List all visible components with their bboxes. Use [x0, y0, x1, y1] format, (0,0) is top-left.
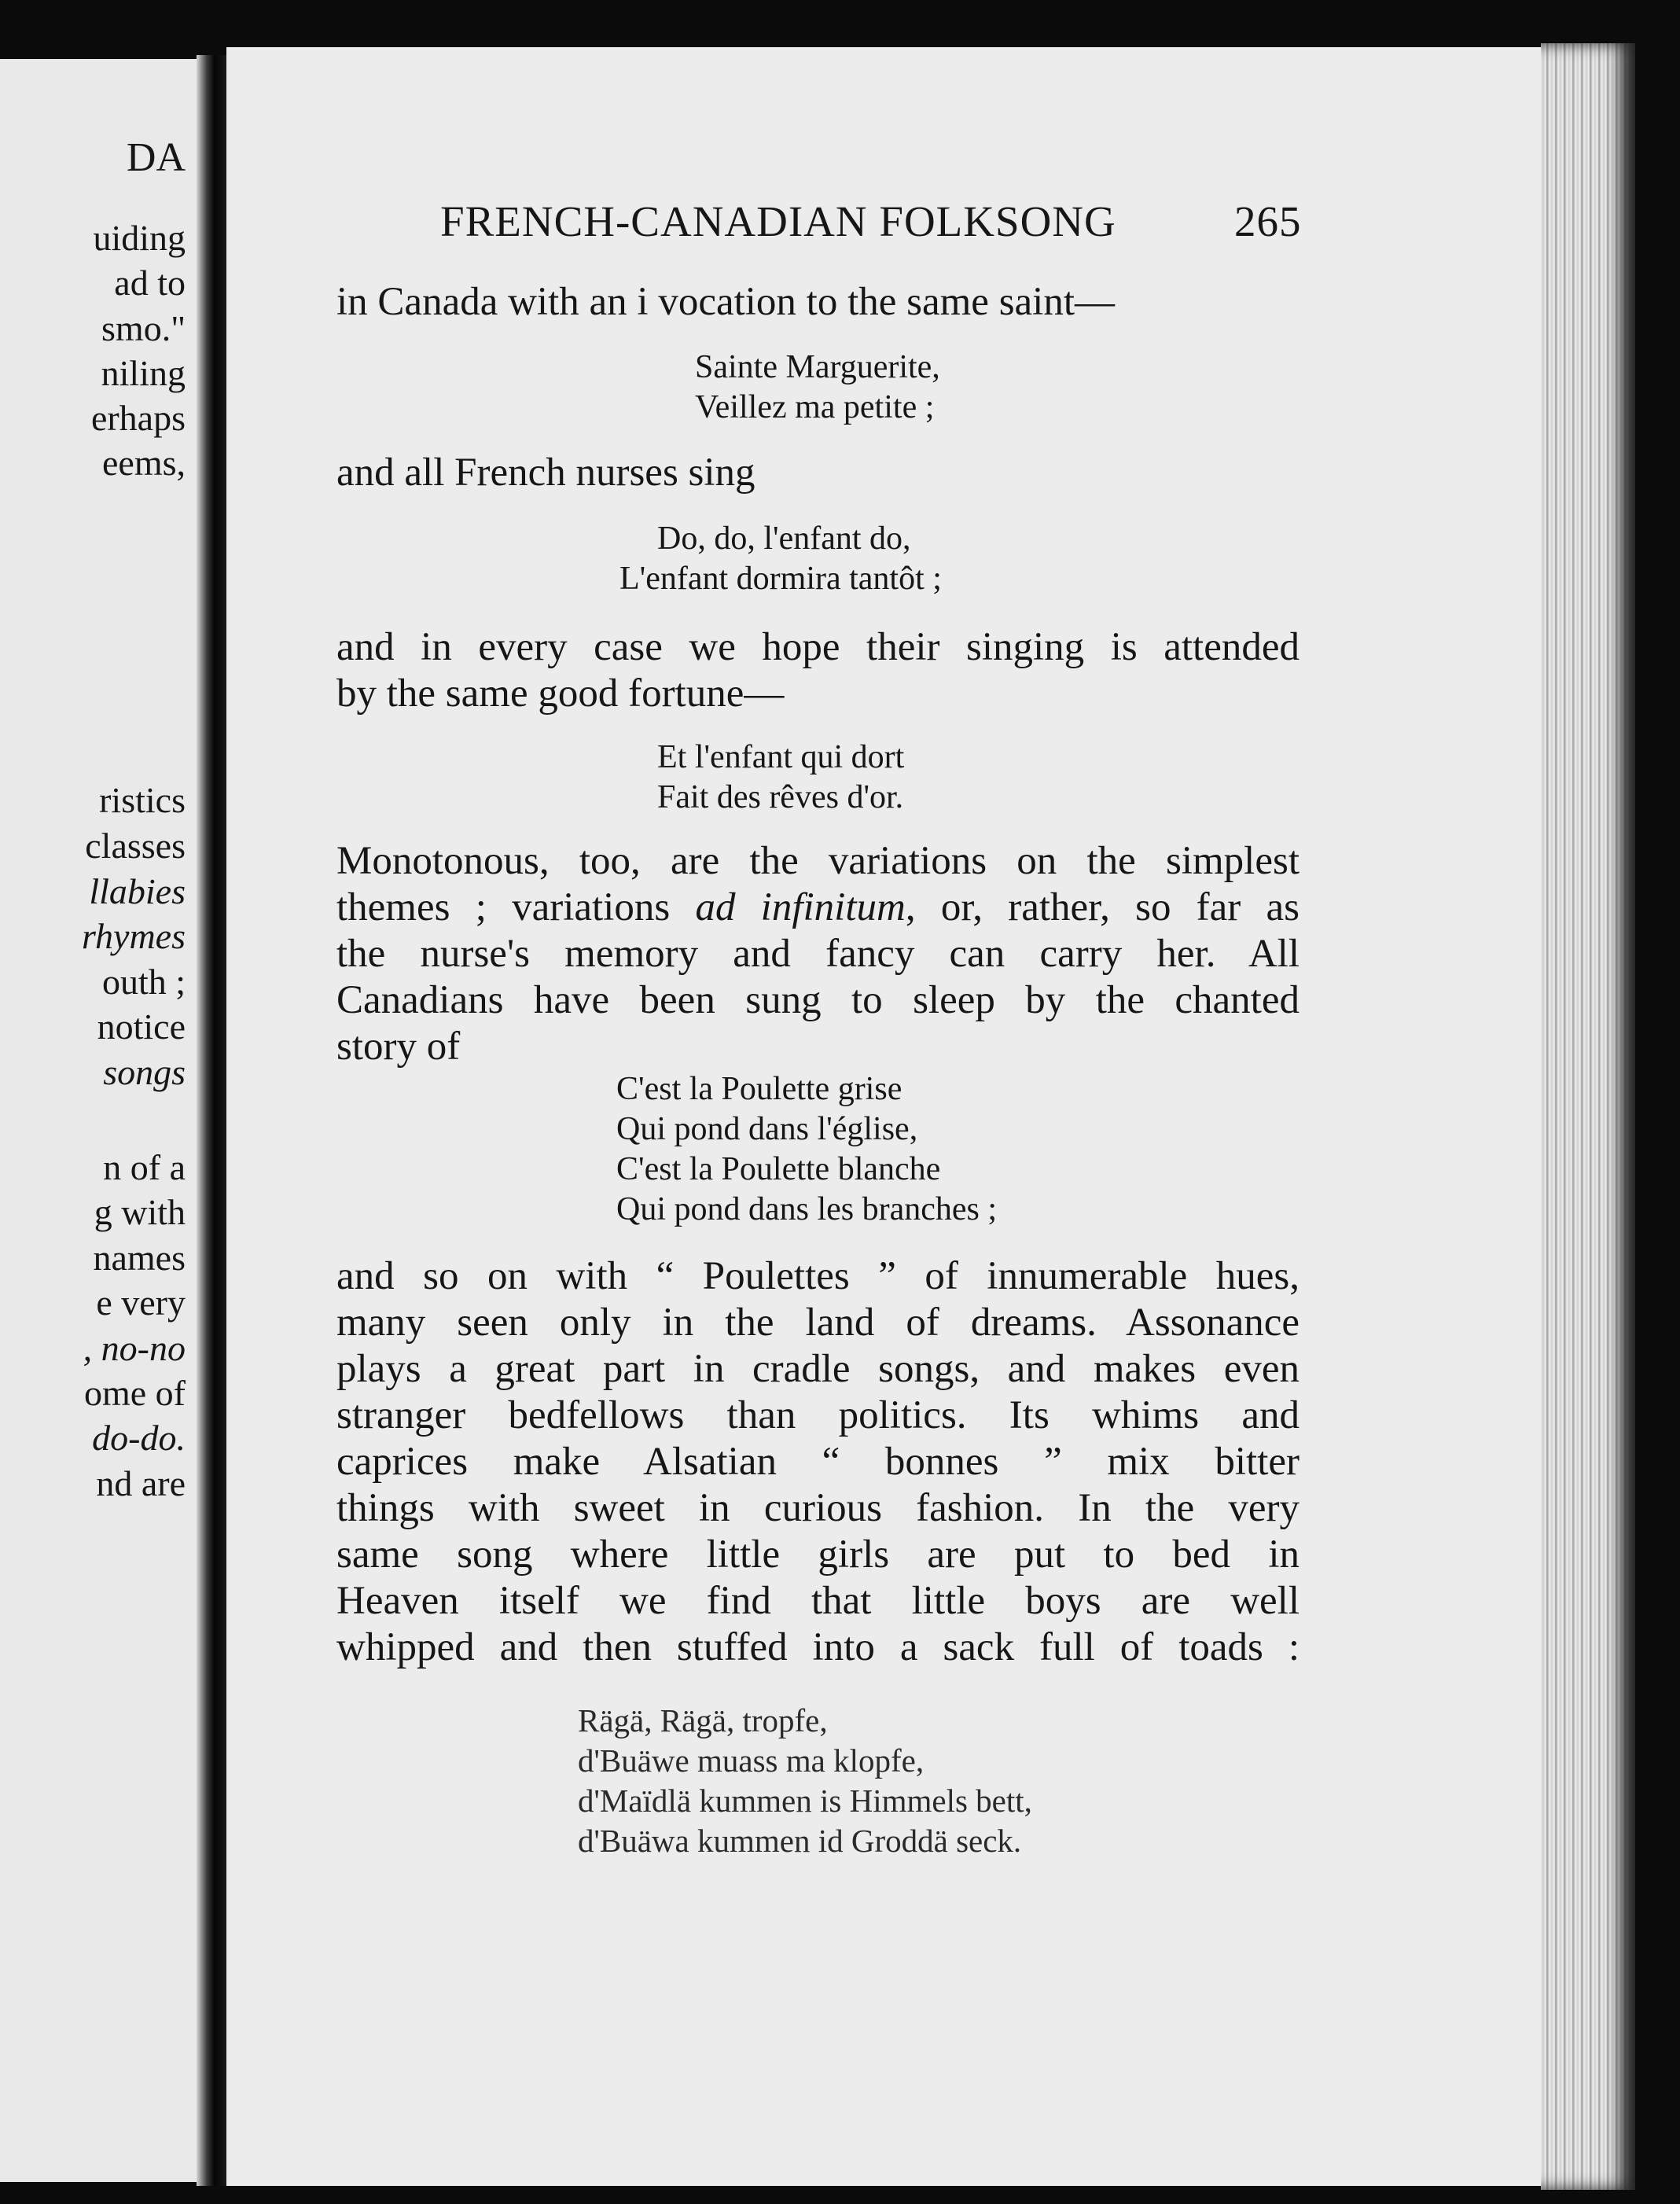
verse-line: d'Maïdlä kummen is Himmels bett,: [578, 1783, 1032, 1819]
verse-line: C'est la Poulette blanche: [616, 1151, 941, 1187]
text-line: many seen only in the land of dreams. Assonance: [336, 1301, 1300, 1345]
left-page-fragment: ad to: [114, 263, 186, 303]
book-gutter: [197, 55, 226, 2186]
text-line: caprices make Alsatian “ bonnes ” mix bitter: [336, 1440, 1300, 1484]
left-page-fragment: niling: [101, 353, 186, 393]
italic-phrase: ad infinitum: [695, 885, 906, 929]
text-line: Monotonous, too, are the variations on the simplest: [336, 839, 1300, 883]
left-page-fragment: notice: [97, 1006, 186, 1047]
text-line: and all French nurses sing: [336, 451, 755, 495]
verse-line: Qui pond dans l'église,: [616, 1111, 918, 1147]
verse-poulette: [616, 1069, 997, 1230]
left-page-fragment: ome of: [83, 1373, 186, 1413]
left-page-fragment: llabies: [89, 871, 186, 911]
text-line: in Canada with an i vocation to the same saint—: [336, 280, 1116, 324]
text-line: and in every case we hope their singing is attended: [336, 625, 1300, 669]
verse-line: C'est la Poulette grise: [616, 1071, 902, 1107]
left-page-fragment: nd are: [96, 1463, 186, 1503]
text-line: Heaven itself we find that little boys are well: [336, 1579, 1300, 1623]
paragraph-4: [336, 838, 1300, 1070]
text-line: and so on with “ Poulettes ” of innumerable hues,: [336, 1254, 1300, 1298]
paragraph-5: [336, 1253, 1300, 1671]
left-page-fragment: g with: [94, 1192, 186, 1232]
previous-page-fragment: [0, 59, 197, 2182]
verse-line: L'enfant dormira tantôt ;: [619, 561, 942, 597]
page-edges: [1541, 43, 1635, 2190]
left-page-fragment: DA: [126, 135, 186, 180]
text-line: by the same good fortune—: [336, 672, 785, 716]
left-page-fragment: n of a: [103, 1147, 186, 1187]
text-line: Canadians have been sung to sleep by the chanted: [336, 978, 1300, 1022]
verse-line: Qui pond dans les branches ;: [616, 1191, 998, 1227]
text-run: , or, rather, so far as: [905, 885, 1300, 929]
verse-alsatian: [578, 1701, 1032, 1861]
left-page-fragment: rhymes: [81, 916, 186, 956]
paragraph-2: [336, 450, 1300, 496]
verse-line: Fait des rêves d'or.: [657, 779, 904, 815]
verse-line: Rägä, Rägä, tropfe,: [578, 1702, 828, 1739]
paragraph-1: [336, 279, 1300, 326]
left-page-fragment: names: [93, 1238, 186, 1278]
left-page-fragment: erhaps: [90, 398, 186, 438]
text-line: whipped and then stuffed into a sack full of toads :: [336, 1625, 1300, 1669]
verse-line: Do, do, l'enfant do,: [657, 521, 911, 557]
left-page-fragment: eems,: [101, 443, 186, 483]
text-line: story of: [336, 1025, 461, 1069]
left-page-fragment: ristics: [99, 780, 186, 820]
verse-line: d'Buäwa kummen id Groddä seck.: [578, 1823, 1022, 1859]
text-line: plays a great part in cradle songs, and makes even: [336, 1347, 1300, 1391]
verse-et-lenfant: [657, 738, 904, 818]
running-title: FRENCH-CANADIAN FOLKSONG: [440, 197, 1116, 245]
text-line: stranger bedfellows than politics. Its whims and: [336, 1393, 1300, 1437]
left-page-fragment: do-do.: [92, 1418, 186, 1458]
left-page-fragment: classes: [85, 826, 186, 866]
verse-do-do: [619, 519, 942, 599]
left-page-fragment: smo.": [101, 308, 186, 348]
left-page-fragment: outh ;: [101, 962, 186, 1002]
text-run: themes ; variations: [336, 885, 696, 929]
verse-line: Veillez ma petite ;: [695, 389, 935, 425]
left-page-fragment: , no-no: [83, 1328, 186, 1368]
text-line: same song where little girls are put to bed in: [336, 1532, 1300, 1577]
paragraph-3: [336, 624, 1300, 717]
page-number: 265: [1234, 197, 1302, 245]
verse-line: Sainte Marguerite,: [695, 349, 940, 385]
left-page-fragment: songs: [103, 1052, 186, 1092]
text-line: [336, 885, 1300, 931]
verse-line: Et l'enfant qui dort: [657, 739, 905, 775]
left-page-fragment: e very: [96, 1282, 186, 1323]
text-line: things with sweet in curious fashion. In the very: [336, 1486, 1300, 1530]
left-page-fragment: uiding: [93, 218, 186, 258]
verse-line: d'Buäwe muass ma klopfe,: [578, 1742, 925, 1779]
text-line: the nurse's memory and fancy can carry her. All: [336, 932, 1300, 976]
verse-sainte-marguerite: [695, 348, 940, 428]
